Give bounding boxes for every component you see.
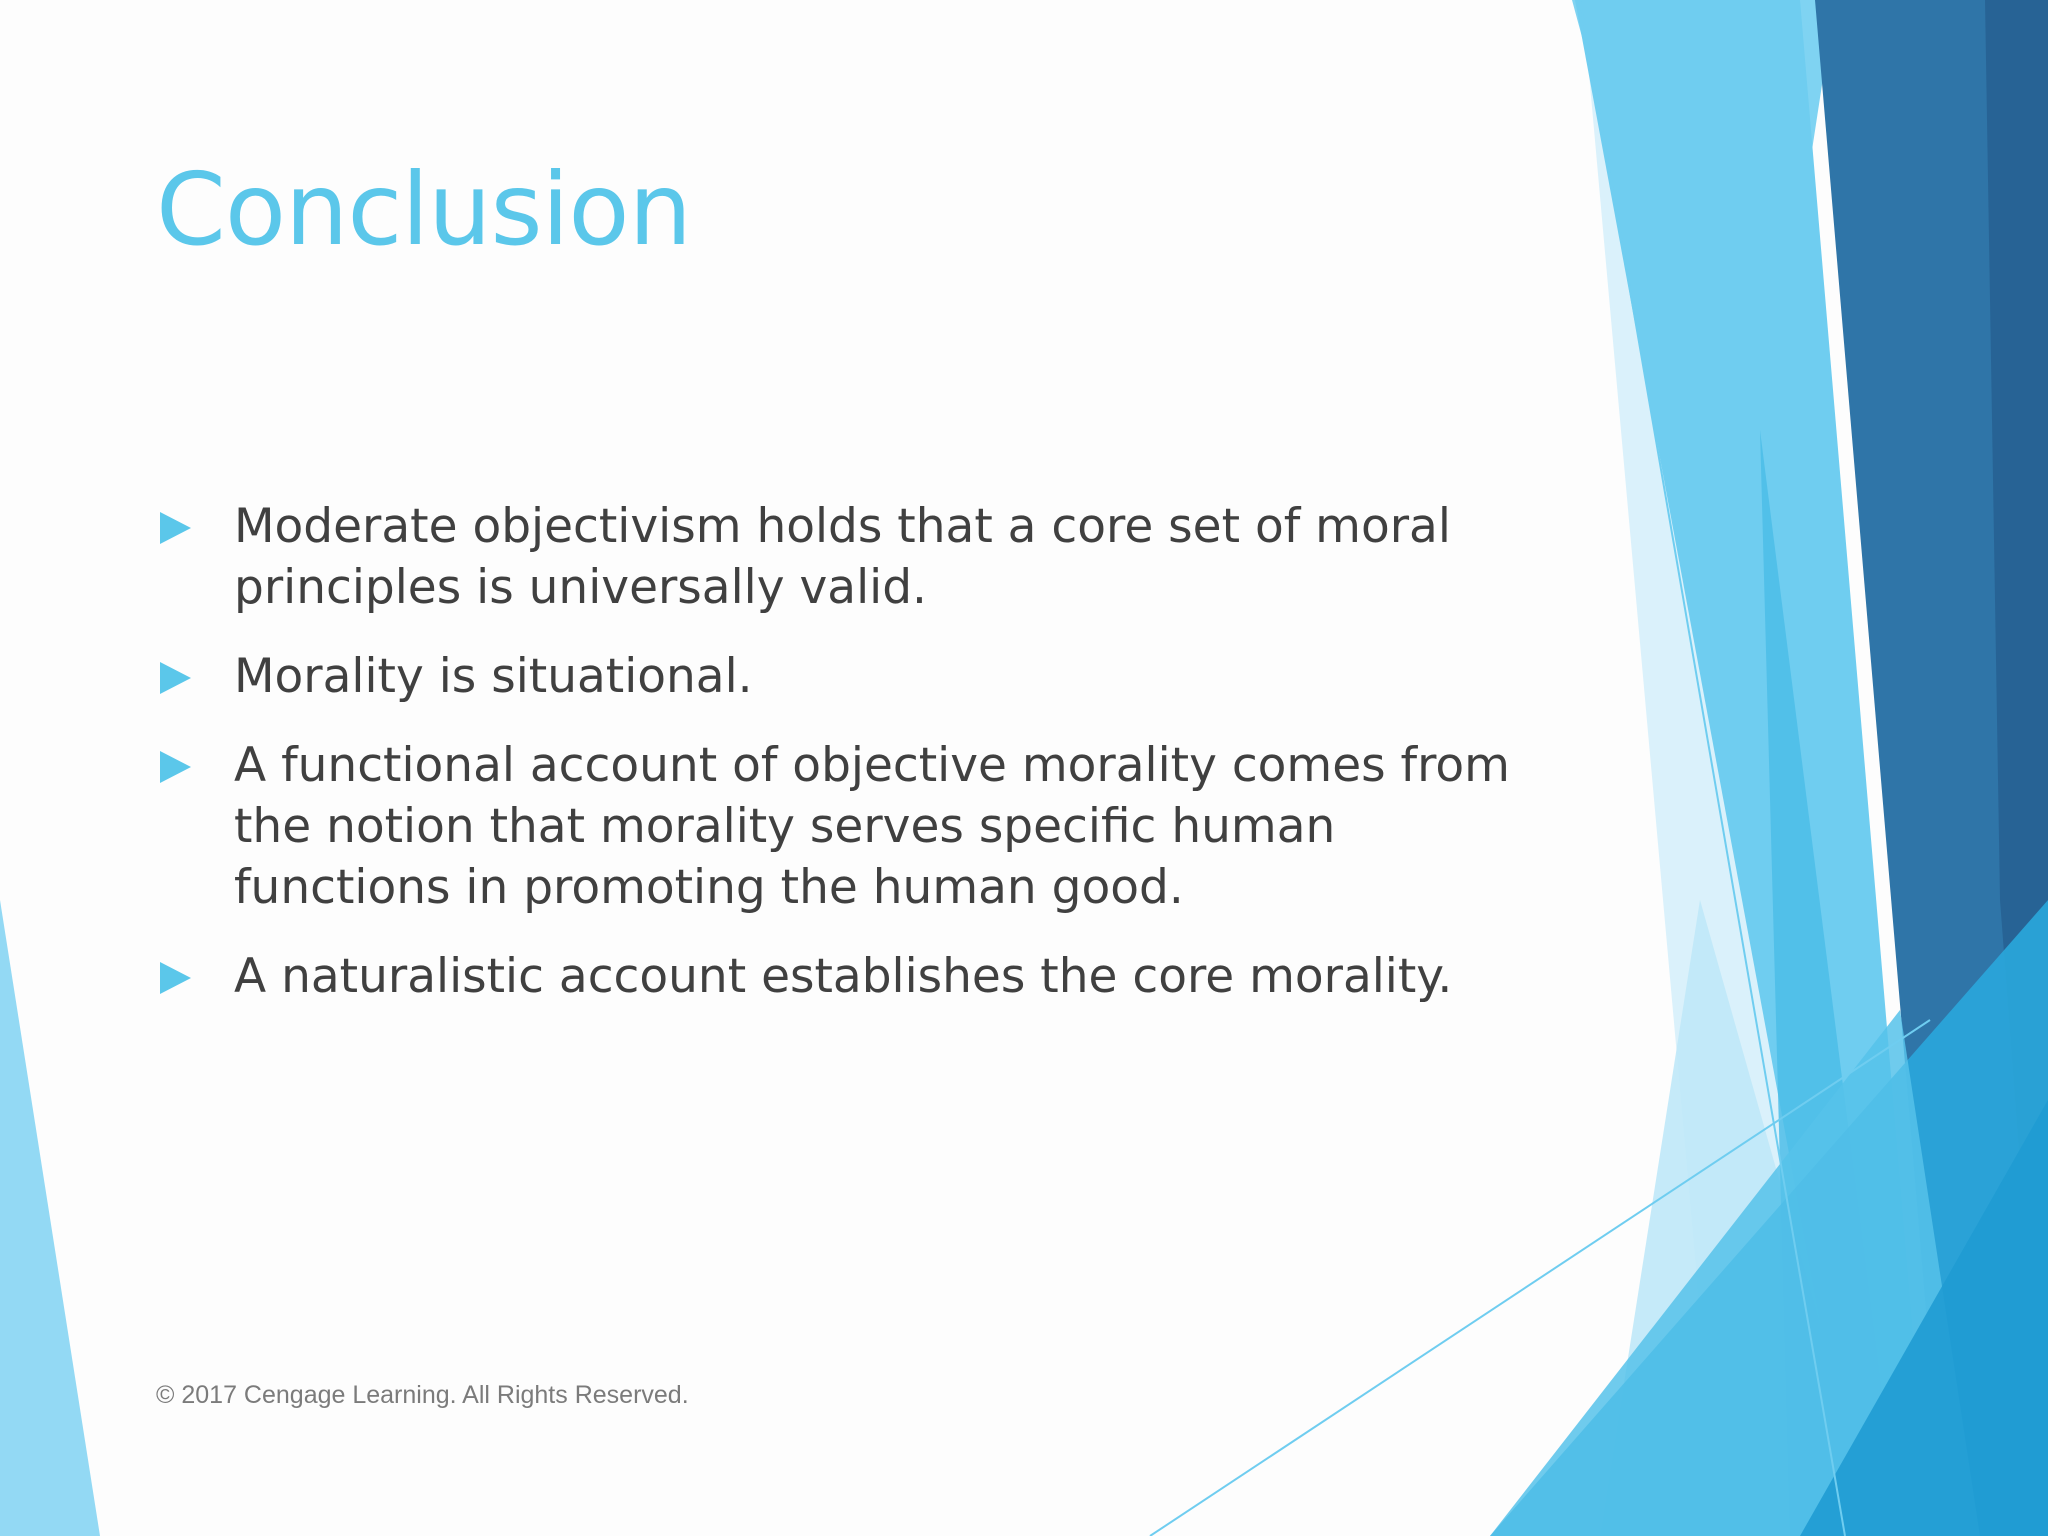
bullet-item [160,735,1560,918]
bullet-item [160,946,1560,1007]
bullet-text: Moderate objectivism holds that a core set of moral principles is universally valid. [234,499,1451,615]
right-triangle-arrow-icon [160,962,191,994]
right-triangle-arrow-icon [160,662,191,694]
right-triangle-arrow-icon [160,512,191,544]
right-triangle-arrow-icon [160,751,191,783]
bullet-text: Morality is situational. [234,649,753,704]
slide-title: Conclusion [156,151,691,268]
bullet-item [160,646,1560,707]
bullet-text: A naturalistic account establishes the core morality. [234,949,1453,1004]
bullet-item [160,496,1560,618]
left-edge-shape [0,900,100,1536]
copyright-footer: © 2017 Cengage Learning. All Rights Reserved. [156,1381,689,1409]
bullet-text: A functional account of objective morality comes from the notion that morality serves specific human functions in promoting the human good. [234,738,1510,915]
bullet-list [160,496,1560,1035]
